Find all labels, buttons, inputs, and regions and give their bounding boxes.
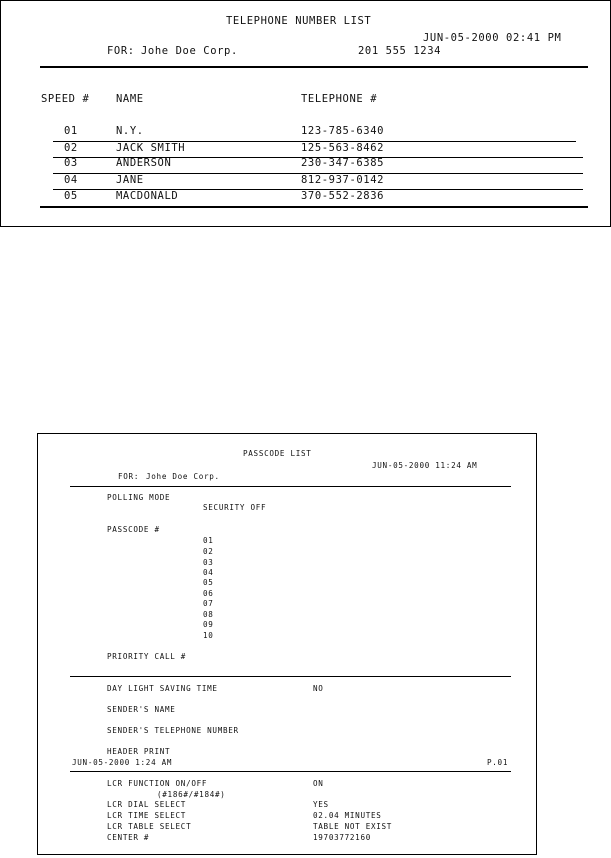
lcr-time-value: 02.04 MINUTES (313, 811, 382, 820)
passcode-list-company: Johe Doe Corp. (146, 472, 220, 481)
passcode-mid-rule (70, 676, 511, 677)
daylight-saving-label: DAY LIGHT SAVING TIME (107, 684, 218, 693)
telephone-list-phone: 201 555 1234 (358, 45, 442, 57)
footer-datetime: JUN-05-2000 1:24 AM (72, 758, 173, 767)
table-bottom-rule (40, 206, 588, 208)
passcode-lower-rule (70, 771, 511, 772)
passcode-top-rule (70, 486, 511, 487)
telephone-list-company: Johe Doe Corp. (141, 45, 238, 57)
priority-call-label: PRIORITY CALL # (107, 652, 187, 661)
telephone-list-for-label: FOR: (107, 45, 135, 57)
column-header-name: NAME (116, 93, 144, 105)
senders-telephone-label: SENDER'S TELEPHONE NUMBER (107, 726, 239, 735)
passcode-item: 01 (203, 536, 214, 545)
footer-page-number: P.01 (487, 758, 509, 767)
lcr-function-sub: (#186#/#184#) (157, 790, 226, 799)
passcode-list-for-label: FOR: (118, 472, 140, 481)
column-header-telephone: TELEPHONE # (301, 93, 378, 105)
lcr-time-label: LCR TIME SELECT (107, 811, 187, 820)
passcode-item: 05 (203, 578, 214, 587)
center-number-label: CENTER # (107, 833, 150, 842)
passcode-item: 02 (203, 547, 214, 556)
table-row-telephone: 123-785-6340 (301, 125, 385, 137)
table-row-speed: 04 (64, 174, 78, 186)
passcode-item: 04 (203, 568, 214, 577)
table-row-name: JACK SMITH (116, 142, 186, 154)
table-row-speed: 02 (64, 142, 78, 154)
lcr-function-value: ON (313, 779, 324, 788)
table-row-telephone: 812-937-0142 (301, 174, 385, 186)
table-row-name: ANDERSON (116, 157, 172, 169)
senders-name-label: SENDER'S NAME (107, 705, 176, 714)
table-row-name: N.Y. (116, 125, 144, 137)
table-row-name: JANE (116, 174, 144, 186)
passcode-item: 06 (203, 589, 214, 598)
passcode-item: 10 (203, 631, 214, 640)
passcode-item: 03 (203, 558, 214, 567)
telephone-list-title: TELEPHONE NUMBER LIST (226, 15, 372, 27)
passcode-item: 07 (203, 599, 214, 608)
table-row-speed: 01 (64, 125, 78, 137)
header-print-label: HEADER PRINT (107, 747, 171, 756)
table-row-name: MACDONALD (116, 190, 179, 202)
passcode-label: PASSCODE # (107, 525, 160, 534)
lcr-dial-label: LCR DIAL SELECT (107, 800, 187, 809)
table-row-telephone: 125-563-8462 (301, 142, 385, 154)
lcr-table-label: LCR TABLE SELECT (107, 822, 192, 831)
table-row-telephone: 230-347-6385 (301, 157, 385, 169)
passcode-list-datetime: JUN-05-2000 11:24 AM (372, 461, 478, 470)
lcr-table-value: TABLE NOT EXIST (313, 822, 393, 831)
lcr-function-label: LCR FUNCTION ON/OFF (107, 779, 208, 788)
table-row-speed: 05 (64, 190, 78, 202)
table-row-speed: 03 (64, 157, 78, 169)
daylight-saving-value: NO (313, 684, 324, 693)
polling-mode-value: SECURITY OFF (203, 503, 267, 512)
table-row-telephone: 370-552-2836 (301, 190, 385, 202)
passcode-item: 09 (203, 620, 214, 629)
passcode-list-title: PASSCODE LIST (243, 449, 312, 458)
telephone-list-top-rule (40, 66, 588, 68)
column-header-speed: SPEED # (41, 93, 90, 105)
center-number-value: 19703772160 (313, 833, 371, 842)
telephone-list-datetime: JUN-05-2000 02:41 PM (423, 32, 562, 44)
passcode-item: 08 (203, 610, 214, 619)
polling-mode-label: POLLING MODE (107, 493, 171, 502)
lcr-dial-value: YES (313, 800, 329, 809)
